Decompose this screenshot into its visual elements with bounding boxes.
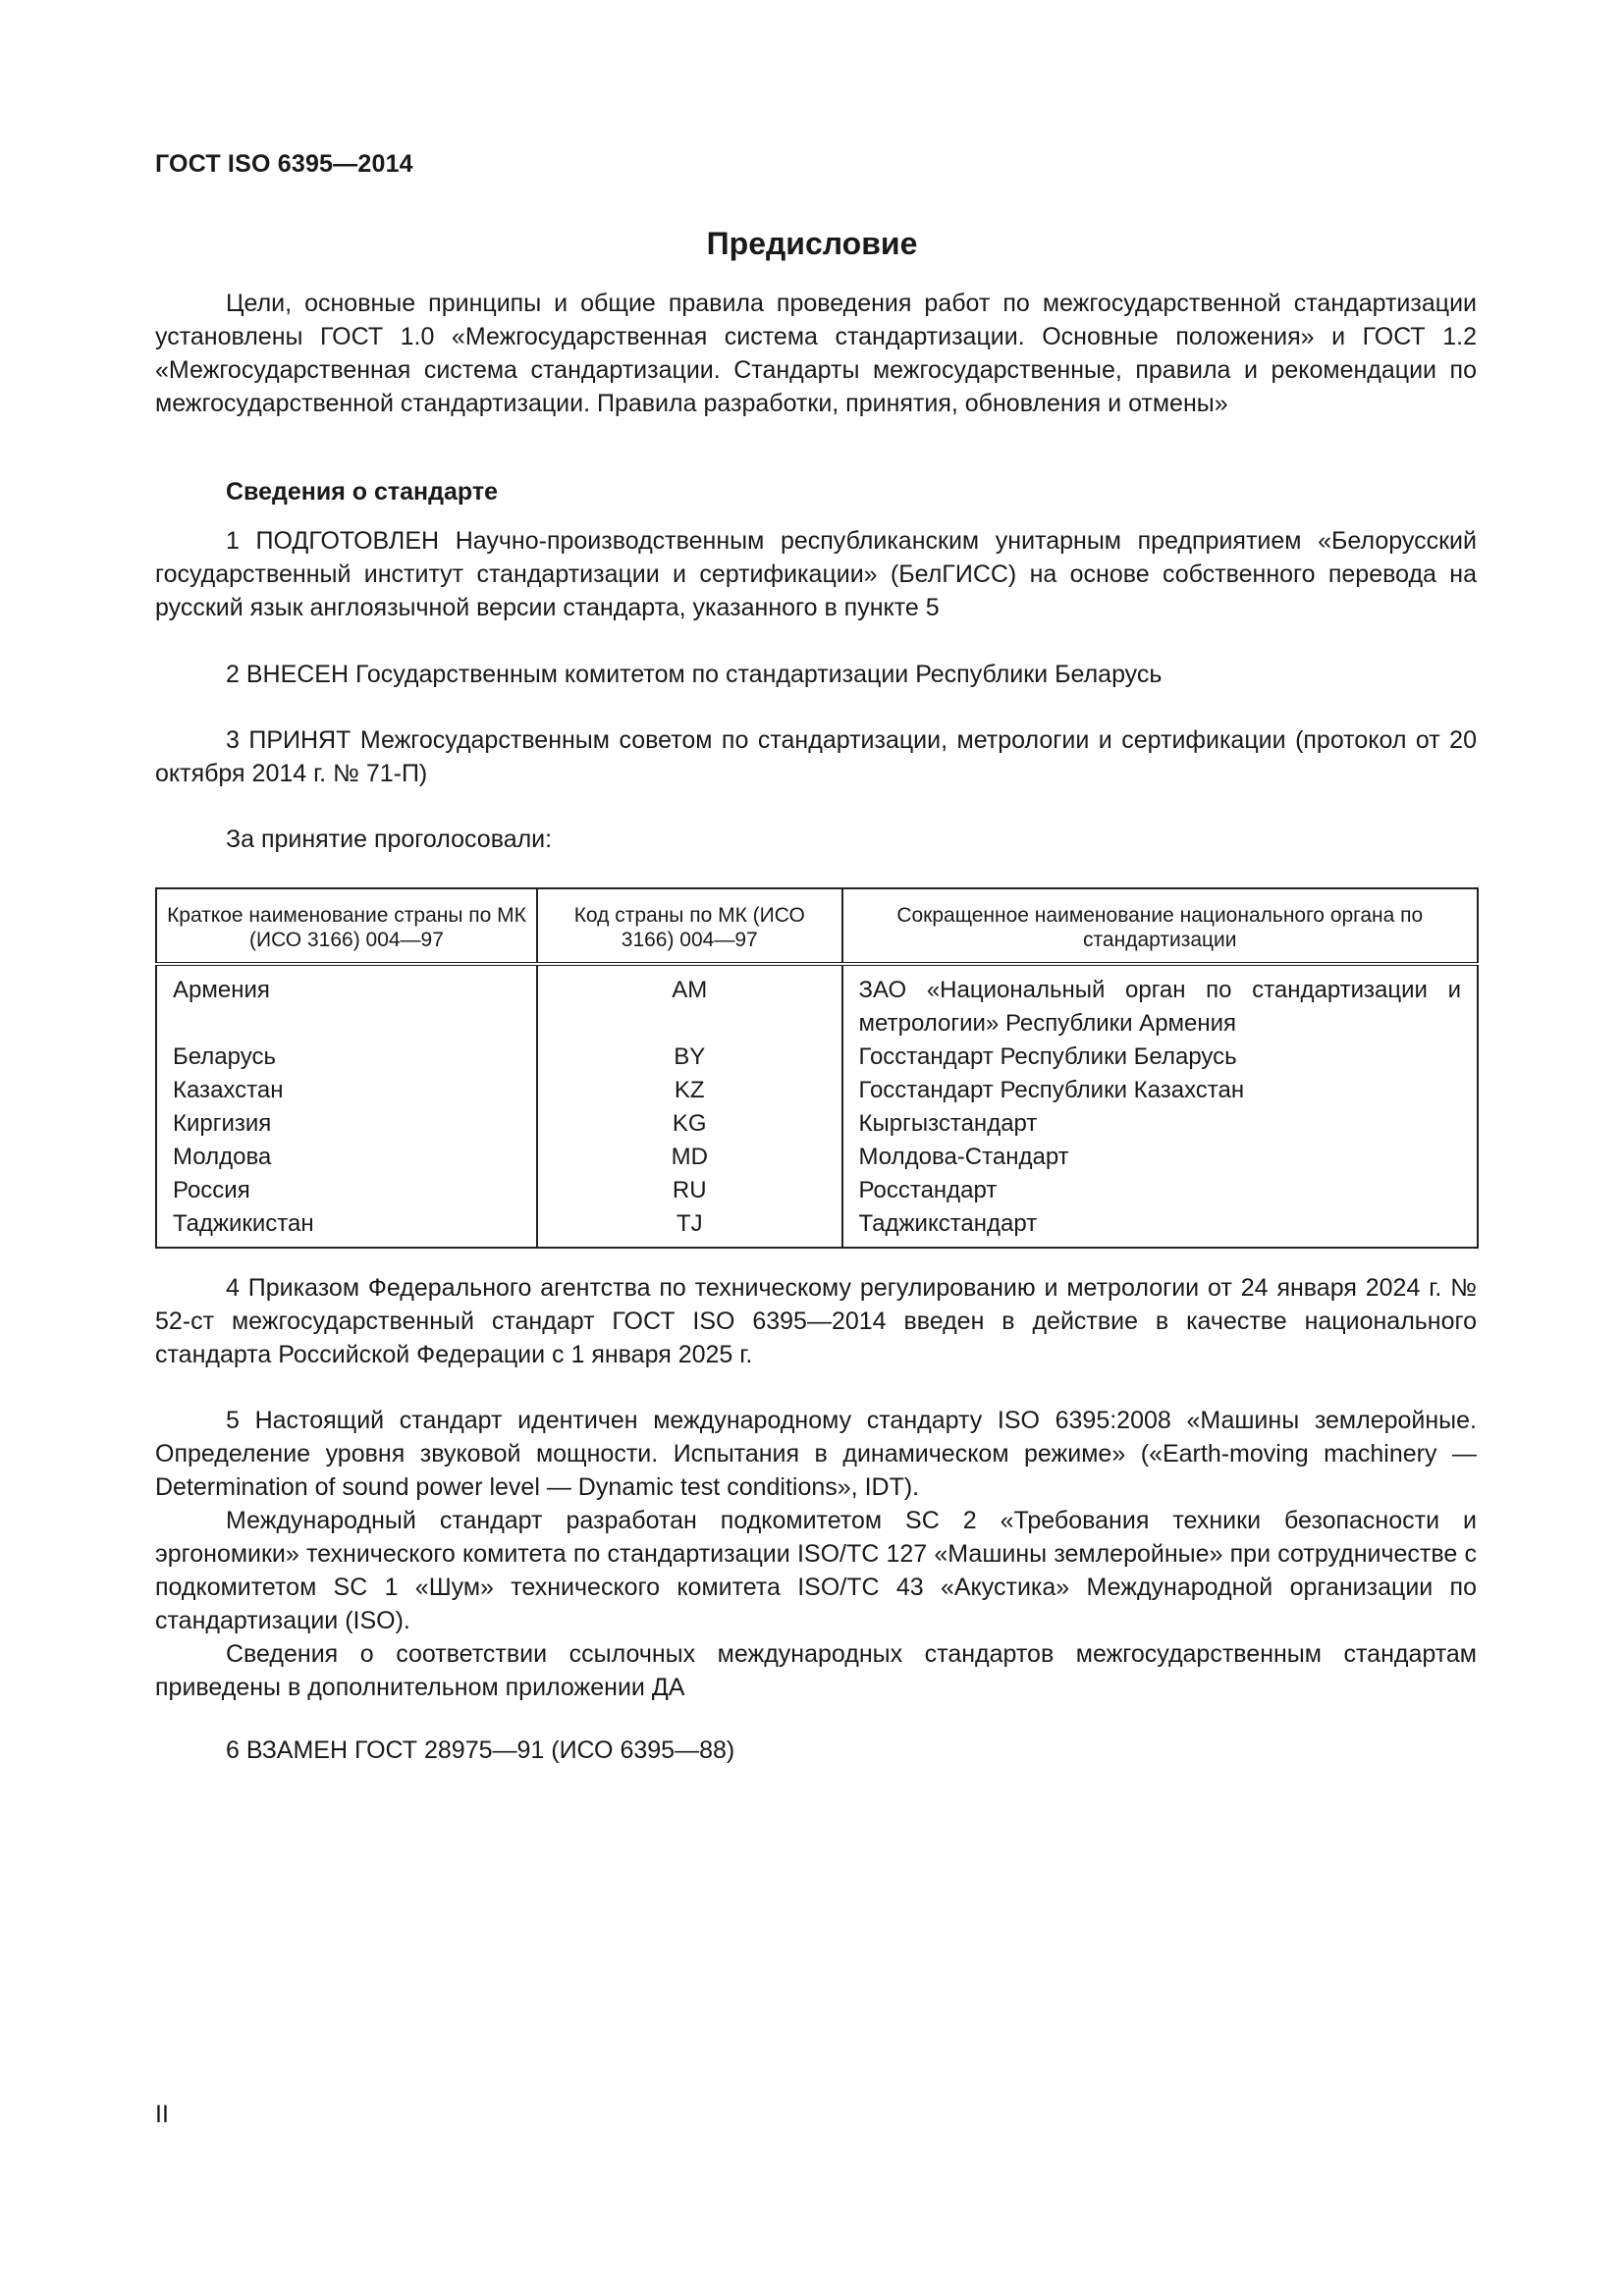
country-cell: Беларусь [156, 1041, 537, 1074]
country-cell: Таджикистан [156, 1207, 537, 1248]
country-cell: Казахстан [156, 1074, 537, 1107]
item-5-references-paragraph: Сведения о соответствии ссылочных международных стандартов межгосударственным стандартам приведены в дополнительном приложении ДА [155, 1640, 1477, 1701]
country-cell: Россия [156, 1174, 537, 1207]
table-header-row [156, 888, 1478, 964]
code-cell: RU [537, 1174, 842, 1207]
column-header-country: Краткое наименование страны по МК (ИСО 3166) 004—97 [156, 888, 537, 964]
code-cell: KZ [537, 1074, 842, 1107]
code-cell: BY [537, 1041, 842, 1074]
voted-label: За принятие проголосовали: [226, 826, 553, 853]
body-cell: Госстандарт Республики Беларусь [842, 1041, 1478, 1074]
code-cell: TJ [537, 1207, 842, 1248]
page-title: Предисловие [706, 226, 918, 261]
body-cell: Кыргызстандарт [842, 1107, 1478, 1141]
body-cell: Таджикстандарт [842, 1207, 1478, 1248]
item-5-paragraph: 5 Настоящий стандарт идентичен международному стандарту ISO 6395:2008 «Машины землеройные. Определение уровня звуковой мощности. Испытания в динамическом режиме» («Earth-moving machinery — Determination of sound power level — Dynamic test conditions», IDT). [155, 1407, 1477, 1501]
item-6-paragraph: 6 ВЗАМЕН ГОСТ 28975—91 (ИСО 6395—88) [226, 1736, 735, 1764]
table-row [156, 1107, 1478, 1141]
code-cell: MD [537, 1141, 842, 1174]
item-3-paragraph: 3 ПРИНЯТ Межгосударственным советом по стандартизации, метрологии и сертификации (протокол от 20 октября 2014 г. № 71-П) [155, 726, 1477, 787]
table-row [156, 1041, 1478, 1074]
body-cell: Росстандарт [842, 1174, 1478, 1207]
table-row [156, 1207, 1478, 1248]
code-cell: KG [537, 1107, 842, 1141]
table-row [156, 1141, 1478, 1174]
item-2-paragraph: 2 ВНЕСЕН Государственным комитетом по стандартизации Республики Беларусь [226, 661, 1163, 688]
item-1-paragraph: 1 ПОДГОТОВЛЕН Научно-производственным республиканским унитарным предприятием «Белорусский государственный институт стандартизации и сертификации» (БелГИСС) на основе собственного перевода на русский язык англоязычной версии стандарта, указанного в пункте 5 [155, 527, 1477, 621]
country-cell: Молдова [156, 1141, 537, 1174]
body-cell: Госстандарт Республики Казахстан [842, 1074, 1478, 1107]
country-cell: Армения [156, 964, 537, 1041]
body-cell: ЗАО «Национальный орган по стандартизации и метрологии» Республики Армения [842, 964, 1478, 1041]
table-row [156, 964, 1478, 1041]
table-row [156, 1074, 1478, 1107]
intro-paragraph: Цели, основные принципы и общие правила проведения работ по межгосударственной стандартизации установлены ГОСТ 1.0 «Межгосударственная система стандартизации. Основные положения» и ГОСТ 1.2 «Межгосударственная система стандартизации. Стандарты межгосударственные, правила и рекомендации по межгосударственной стандартизации. Правила разработки, принятия, обновления и отмены» [155, 290, 1477, 417]
code-cell: AM [537, 964, 842, 1041]
column-header-code: Код страны по МК (ИСО 3166) 004—97 [537, 888, 842, 964]
item-4-paragraph: 4 Приказом Федерального агентства по техническому регулированию и метрологии от 24 января 2024 г. № 52-ст межгосударственный стандарт ГОСТ ISO 6395—2014 введен в действие в качестве национального стандарта Российской Федерации с 1 января 2025 г. [155, 1274, 1477, 1368]
column-header-body: Сокращенное наименование национального органа по стандартизации [842, 888, 1478, 964]
country-cell: Киргизия [156, 1107, 537, 1141]
table-row [156, 1174, 1478, 1207]
voting-table [155, 887, 1479, 1249]
info-heading: Сведения о стандарте [226, 478, 499, 506]
item-5-block [155, 1404, 1477, 1704]
body-cell: Молдова-Стандарт [842, 1141, 1478, 1174]
document-header: ГОСТ ISO 6395—2014 [155, 150, 413, 178]
item-5-development-paragraph: Международный стандарт разработан подкомитетом SC 2 «Требования техники безопасности и эргономики» технического комитета по стандартизации ISO/TC 127 «Машины землеройные» при сотрудничестве с подкомитетом SC 1 «Шум» технического комитета ISO/TC 43 «Акустика» Международной организации по стандартизации (ISO). [155, 1507, 1477, 1634]
page-number: II [155, 2101, 169, 2128]
